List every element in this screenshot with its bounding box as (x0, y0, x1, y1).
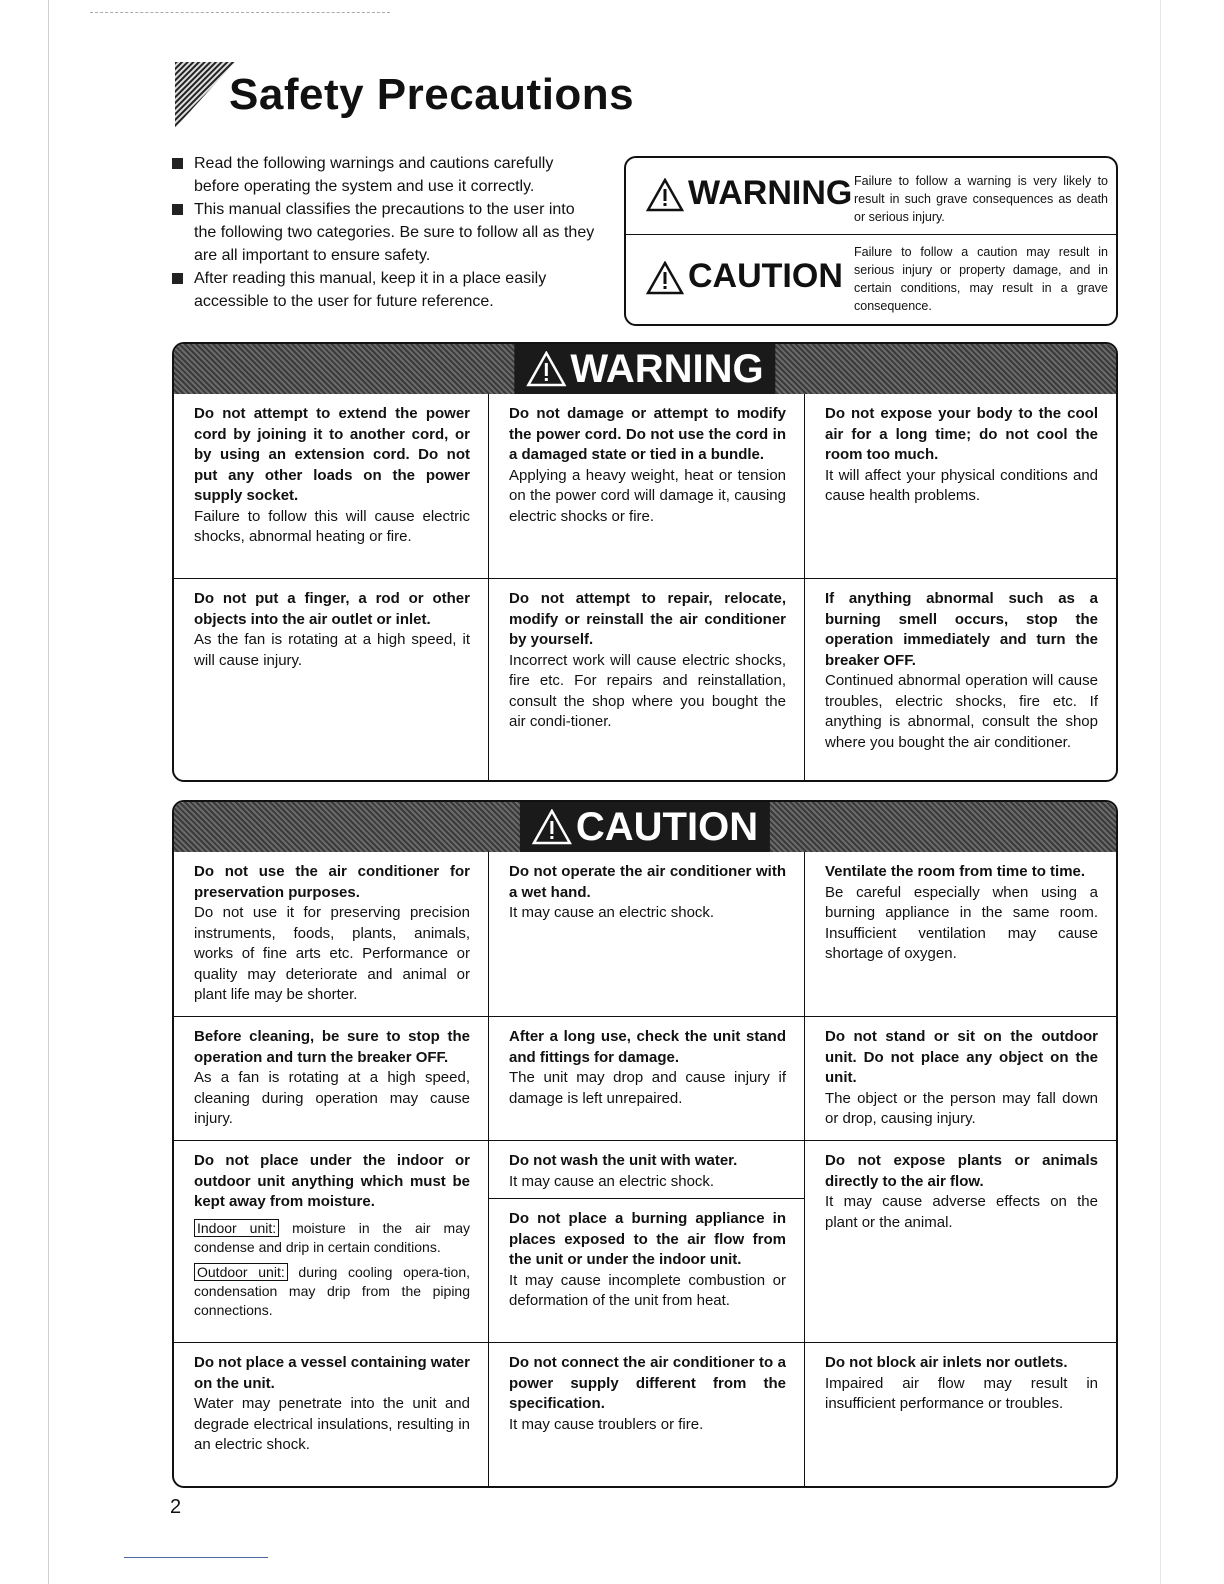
intro-item: After reading this manual, keep it in a place easily accessible to the user for future reference. (172, 267, 600, 313)
intro-list (172, 152, 600, 313)
warning-triangle-icon (526, 351, 566, 387)
outdoor-unit-note: Outdoor unit: during cooling opera-tion, condensation may drip from the piping connections. (194, 1263, 470, 1318)
caution-row (174, 1140, 1116, 1343)
warning-item: Do not put a finger, a rod or other objects into the air outlet or inlet. As the fan is rotating at a high speed, it will cause injury. (194, 590, 470, 669)
warning-item: Do not attempt to extend the power cord by joining it to another cord, or by using an extension cord. Do not put any other loads on the power supply socket. Failure to follow this will cause electric shocks, abnormal heating or fire. (194, 405, 470, 545)
caution-item-split (488, 1141, 804, 1343)
bullet-square-icon (172, 273, 183, 284)
scan-edge-right (1160, 0, 1161, 1584)
warning-item: Do not attempt to repair, relocate, modify or reinstall the air conditioner by yourself. Incorrect work will cause electric shocks, fire etc. For repairs and reinstallation, consult the shop where you bought the air condi-tioner. (488, 579, 804, 781)
caution-item: Do not stand or sit on the outdoor unit. Do not place any object on the unit. The object or the person may fall down or drop, causing injury. (804, 1017, 1116, 1141)
caution-item: Do not wash the unit with water. It may cause an electric shock. (489, 1141, 804, 1199)
caution-row (174, 852, 1116, 1016)
caution-item: Do not connect the air conditioner to a power supply different from the specification. It may cause troublers or fire. (488, 1343, 804, 1488)
caution-item: Do not operate the air conditioner with a wet hand. It may cause an electric shock. (488, 852, 804, 1016)
warning-triangle-icon (646, 178, 684, 212)
legend-warning-row (626, 158, 1116, 235)
intro-item: Read the following warnings and cautions carefully before operating the system and use it correctly. (172, 152, 600, 198)
caution-item: Ventilate the room from time to time. Be careful especially when using a burning appliance in the same room. Insufficient ventilation may cause shortage of oxygen. (804, 852, 1116, 1016)
intro-item: This manual classifies the precautions to the user into the following two categories. Be sure to follow all as they are all important to ensure safety. (172, 198, 600, 267)
caution-item: Before cleaning, be sure to stop the operation and turn the breaker OFF. As a fan is rotating at a high speed, cleaning during operation may cause injury. (194, 1028, 470, 1127)
caution-item: Do not block air inlets nor outlets. Impaired air flow may result in insufficient performance or troubles. (804, 1343, 1116, 1488)
warning-panel (172, 342, 1118, 782)
legend-warning-desc: Failure to follow a warning is very likely to result in such grave consequences as death or serious injury. (854, 174, 1108, 224)
caution-row (174, 1342, 1116, 1488)
outdoor-unit-label: Outdoor unit: (194, 1263, 288, 1281)
caution-banner-title: CAUTION (575, 804, 759, 849)
caution-item: Do not expose plants or animals directly to the air flow. It may cause adverse effects on the plant or the animal. (804, 1141, 1116, 1343)
caution-triangle-icon (646, 261, 684, 295)
caution-item: Do not place under the indoor or outdoor unit anything which must be kept away from moisture. Indoor unit: moisture in the air may condense and drip in certain conditions. Outdoor unit: during cooling opera-tion, condensation may drip from the piping connections. (194, 1152, 470, 1318)
caution-row (174, 1016, 1116, 1141)
legend-warning-word: WARNING (688, 174, 853, 212)
caution-triangle-icon (532, 809, 572, 845)
warning-banner (174, 344, 1116, 394)
legend-caution-word: CAUTION (688, 257, 843, 295)
caution-item: Do not place a vessel containing water on the unit. Water may penetrate into the unit and degrade electrical insulations, resulting in an electric shock. (194, 1354, 470, 1453)
caution-item: After a long use, check the unit stand and fittings for damage. The unit may drop and cause injury if damage is left unrepaired. (488, 1017, 804, 1141)
severity-legend (624, 156, 1118, 326)
caution-banner (174, 802, 1116, 852)
page-number: 2 (170, 1496, 182, 1518)
footer-line (124, 1557, 268, 1558)
legend-caution-row (626, 235, 1116, 325)
header-rule (90, 12, 390, 14)
warning-row (174, 394, 1116, 578)
title-text: Safety Precautions (229, 70, 635, 119)
legend-caution-desc: Failure to follow a caution may result in serious injury or property damage, and in certain conditions, may result in a grave consequence. (854, 245, 1108, 313)
warning-row (174, 578, 1116, 781)
indoor-unit-label: Indoor unit: (194, 1219, 279, 1237)
warning-item: Do not damage or attempt to modify the power cord. Do not use the cord in a damaged state or tied in a bundle. Applying a heavy weight, heat or tension on the power cord will damage it, causing electric shocks or fire. (488, 394, 804, 578)
indoor-unit-note: Indoor unit: moisture in the air may condense and drip in certain conditions. (194, 1219, 470, 1255)
warning-item: Do not expose your body to the cool air for a long time; do not cool the room too much. It will affect your physical conditions and cause health problems. (804, 394, 1116, 578)
warning-banner-title: WARNING (570, 346, 764, 391)
caution-panel (172, 800, 1118, 1488)
warning-item: If anything abnormal such as a burning smell occurs, stop the operation immediately and turn the breaker OFF. Continued abnormal operation will cause troubles, electric shocks, fire etc. If anything is abnormal, consult the shop where you bought the air conditioner. (804, 579, 1116, 781)
bullet-square-icon (172, 158, 183, 169)
title-corner-icon (175, 62, 235, 128)
bullet-square-icon (172, 204, 183, 215)
caution-item: Do not use the air conditioner for preservation purposes. Do not use it for preserving precision instruments, foods, plants, animals, works of fine arts etc. Performance or quality may deteriorate and animal or plant life may be shorter. (194, 863, 470, 1003)
scan-edge (48, 0, 49, 1584)
caution-item: Do not place a burning appliance in places exposed to the air flow from the unit or under the indoor unit. It may cause incomplete combustion or deformation of the unit from heat. (509, 1210, 786, 1309)
